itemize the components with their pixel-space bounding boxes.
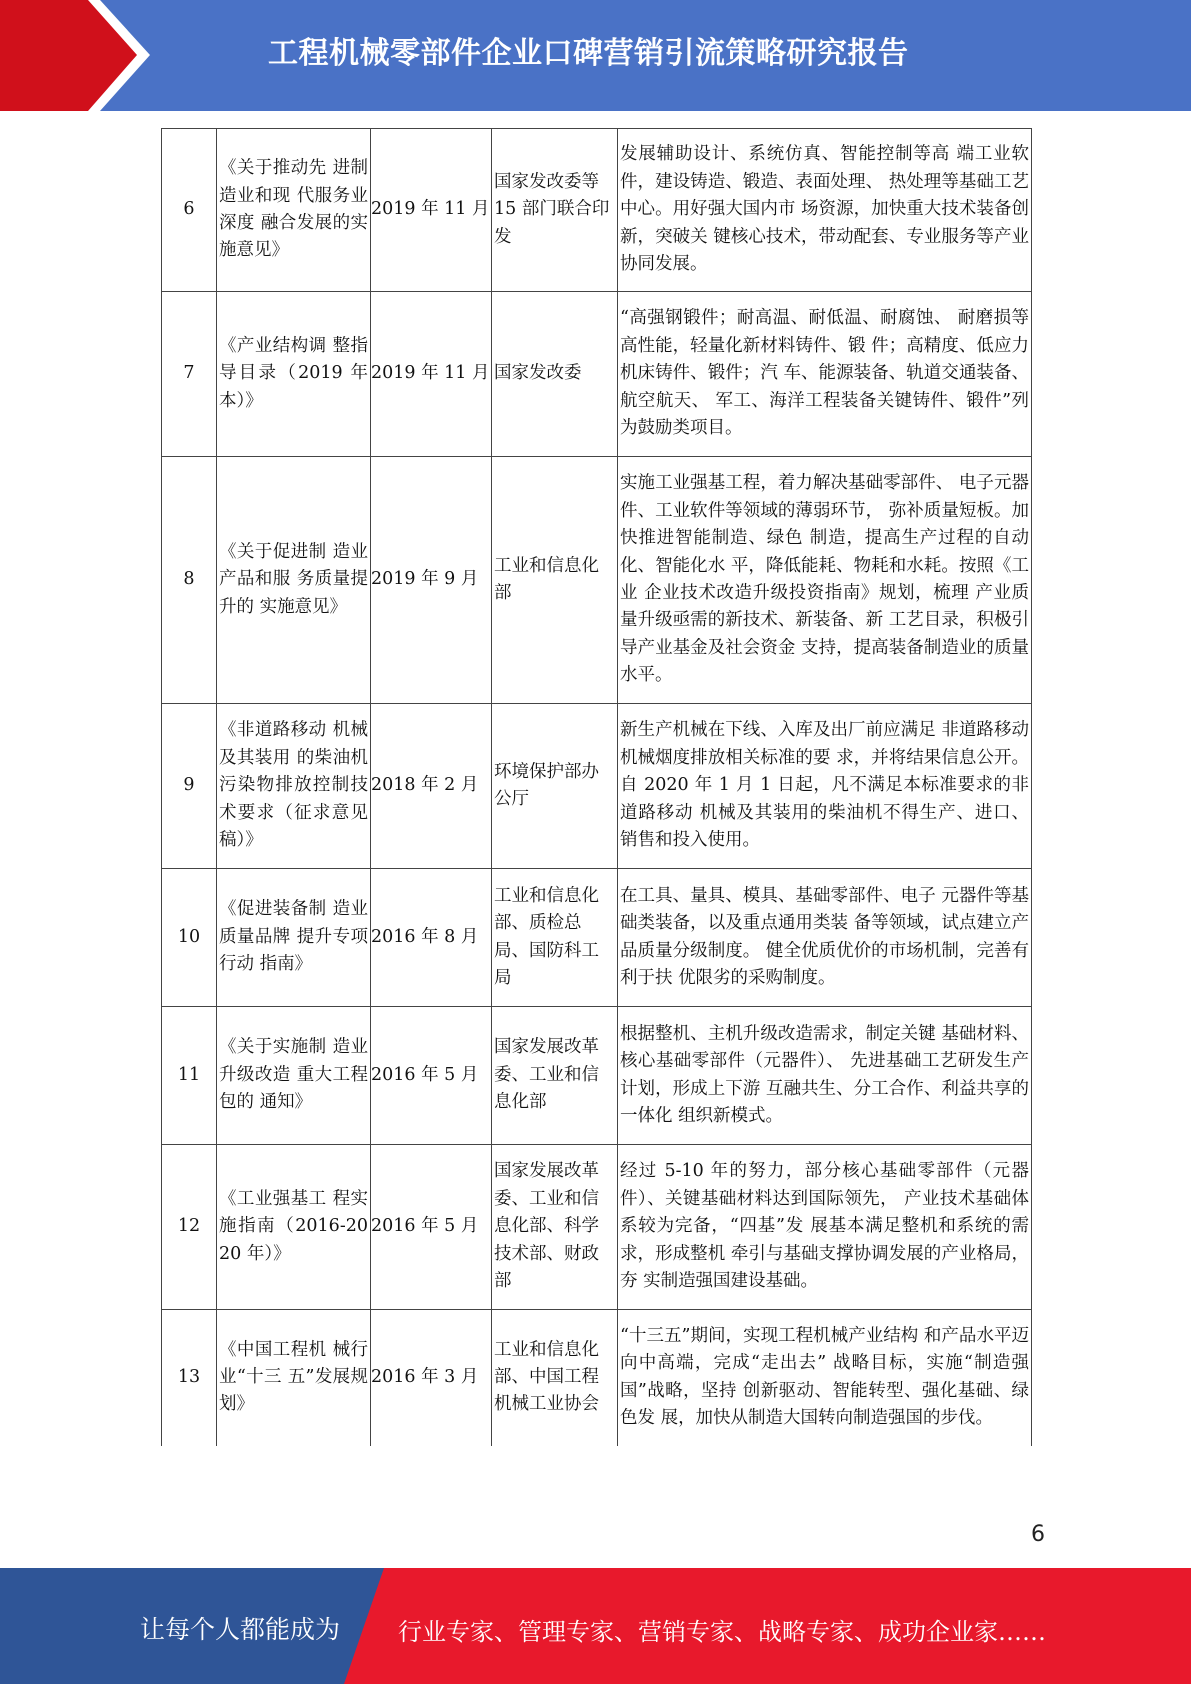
row-number: 10 [162,869,217,1007]
issue-date: 2016 年 3 月 [371,1310,492,1446]
page-number: 6 [1031,1522,1045,1547]
policy-content: “高强钢锻件；耐高温、耐低温、耐腐蚀、 耐磨损等高性能，轻量化新材料铸件、锻 件；高精度、低应力机床铸件、锻件；汽 车、能源装备、轨道交通装备、航空航天、 军工、海洋工程装备关键铸件、锻件”列 为鼓励类项目。 [618,292,1032,457]
policy-content: 新生产机械在下线、入库及出厂前应满足 非道路移动机械烟度排放相关标准的要 求，并将结果信息公开。自 2020 年 1 月 1 日起，凡不满足本标准要求的非道路移动 机械及其装用的柴油机不得生产、进口、 销售和投入使用。 [618,704,1032,869]
issuer: 环境保护部办公厅 [492,704,618,869]
row-number: 12 [162,1145,217,1310]
table-row [162,704,1032,869]
policy-content: 根据整机、主机升级改造需求，制定关键 基础材料、核心基础零部件（元器件）、 先进基础工艺研发生产计划，形成上下游 互融共生、分工合作、利益共享的一体化 组织新模式。 [618,1007,1032,1145]
document-name: 《中国工程机 械行业“十三 五”发展规划》 [217,1310,371,1446]
row-number: 11 [162,1007,217,1145]
issue-date: 2019 年 11 月 [371,292,492,457]
document-name: 《非道路移动 机械及其装用 的柴油机污染物排放控制技 术要求（征求意见稿）》 [217,704,371,869]
issuer: 国家发展改革委、工业和信息化部、科学技术部、财政部 [492,1145,618,1310]
issuer: 工业和信息化部、中国工程机械工业协会 [492,1310,618,1446]
issue-date: 2016 年 8 月 [371,869,492,1007]
issue-date: 2019 年 9 月 [371,457,492,704]
policy-table [161,128,1032,1446]
issuer: 国家发改委等 15 部门联合印发 [492,129,618,292]
document-name: 《促进装备制 造业质量品牌 提升专项行动 指南》 [217,869,371,1007]
table-row [162,1310,1032,1446]
issuer: 国家发展改革委、工业和信息化部 [492,1007,618,1145]
table-row [162,1145,1032,1310]
document-name: 《关于实施制 造业升级改造 重大工程包的 通知》 [217,1007,371,1145]
page-footer [0,1568,1191,1684]
issue-date: 2018 年 2 月 [371,704,492,869]
row-number: 8 [162,457,217,704]
document-name: 《产业结构调 整指导目录（2019 年本）》 [217,292,371,457]
policy-content: 发展辅助设计、系统仿真、智能控制等高 端工业软件，建设铸造、锻造、表面处理、 热处理等基础工艺中心。用好强大国内市 场资源，加快重大技术装备创新，突破关 键核心技术，带动配套、专业服务等产业 协同发展。 [618,129,1032,292]
table-row [162,129,1032,292]
document-name: 《工业强基工 程实施指南（2016-2020 年）》 [217,1145,371,1310]
issue-date: 2016 年 5 月 [371,1007,492,1145]
issue-date: 2019 年 11 月 [371,129,492,292]
document-name: 《关于促进制 造业产品和服 务质量提升的 实施意见》 [217,457,371,704]
policy-content: 实施工业强基工程，着力解决基础零部件、 电子元器件、工业软件等领域的薄弱环节， 弥补质量短板。加快推进智能制造、绿色 制造，提高生产过程的自动化、智能化水 平，降低能耗、物耗和水耗。按照《工业 企业技术改造升级投资指南》规划，梳理 产业质量升级亟需的新技术、新装备、新 工艺目录，积极引导产业基金及社会资金 支持，提高装备制造业的质量水平。 [618,457,1032,704]
policy-content: 在工具、量具、模具、基础零部件、电子 元器件等基础类装备，以及重点通用类装 备等领域，试点建立产品质量分级制度。 健全优质优价的市场机制，完善有利于扶 优限劣的采购制度。 [618,869,1032,1007]
issuer: 工业和信息化部、质检总局、国防科工局 [492,869,618,1007]
policy-content: “十三五”期间，实现工程机械产业结构 和产品水平迈向中高端，完成“走出去” 战略目标，实施“制造强国”战略，坚持 创新驱动、智能转型、强化基础、绿色发 展，加快从制造大国转向制造强国的步伐。 [618,1310,1032,1446]
page-header [0,0,1191,111]
report-title: 工程机械零部件企业口碑营销引流策略研究报告 [268,36,909,71]
row-number: 9 [162,704,217,869]
row-number: 7 [162,292,217,457]
policy-content: 经过 5-10 年的努力，部分核心基础零部件（元器件）、关键基础材料达到国际领先， 产业技术基础体系较为完备，“四基”发 展基本满足整机和系统的需求，形成整机 牵引与基础支撑协调发展的产业格局，夯 实制造强国建设基础。 [618,1145,1032,1310]
table-row [162,292,1032,457]
table-row [162,869,1032,1007]
table-row [162,1007,1032,1145]
row-number: 6 [162,129,217,292]
row-number: 13 [162,1310,217,1446]
table-row [162,457,1032,704]
footer-slogan-left: 让每个人都能成为 [140,1615,341,1644]
document-name: 《关于推动先 进制造业和现 代服务业深度 融合发展的实 施意见》 [217,129,371,292]
footer-slogan-right: 行业专家、管理专家、营销专家、战略专家、成功企业家…… [398,1618,1046,1646]
header-arrow-icon [0,0,160,111]
issue-date: 2016 年 5 月 [371,1145,492,1310]
issuer: 工业和信息化部 [492,457,618,704]
issuer: 国家发改委 [492,292,618,457]
